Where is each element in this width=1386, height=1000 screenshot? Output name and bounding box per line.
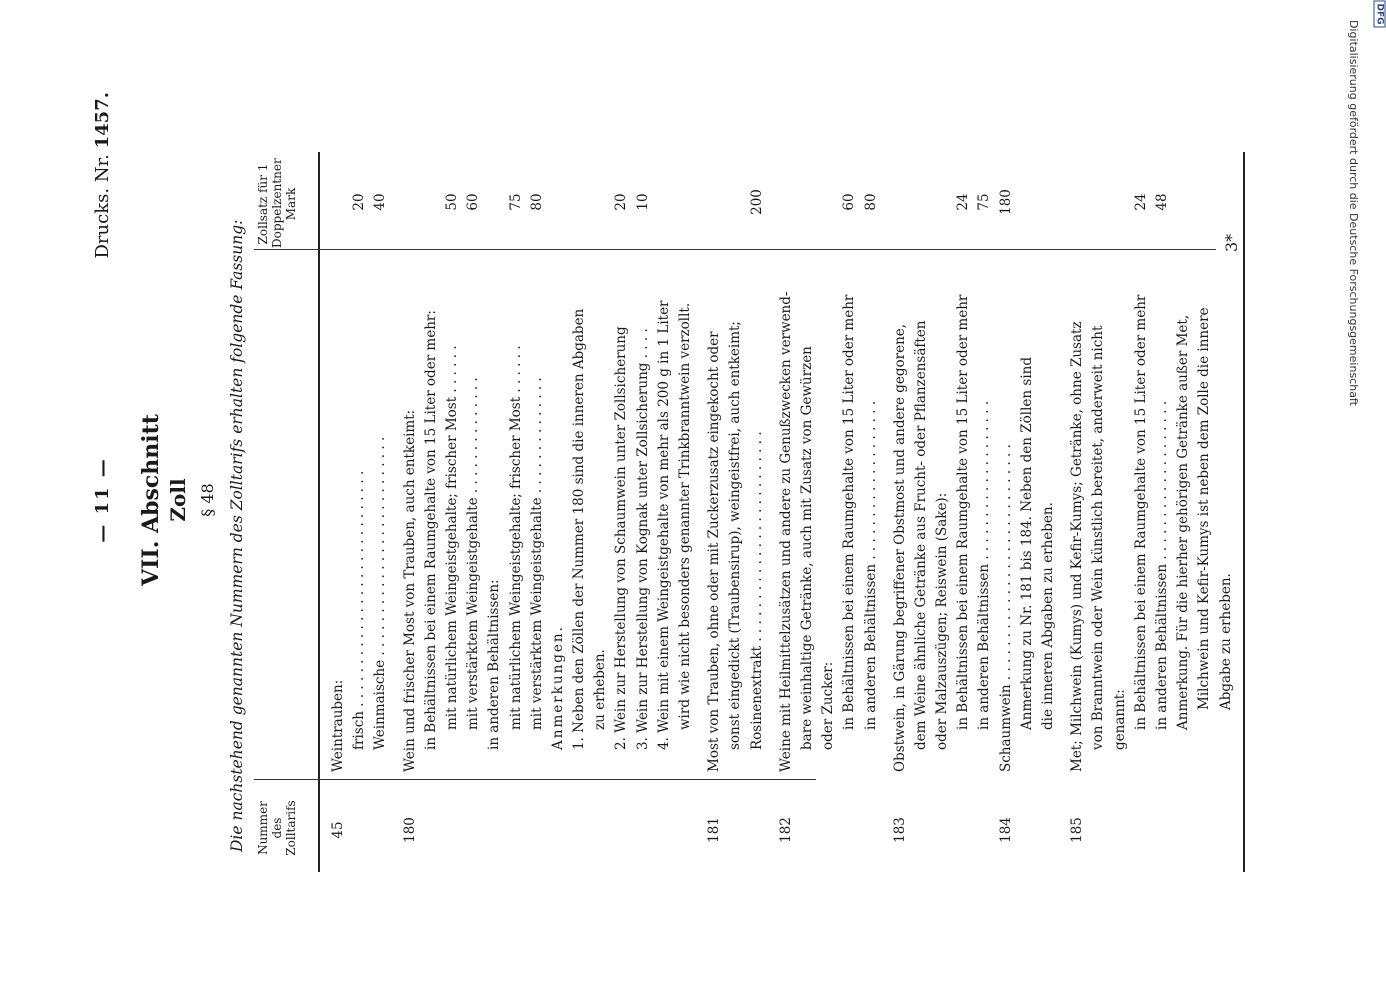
table-row	[1194, 152, 1215, 872]
tariff-description: dem Weine ähnliche Getränke aus Frucht- oder Pflanzensäften	[912, 320, 929, 750]
tariff-description: bare weinhaltige Getränke, auch mit Zusatz von Gewürzen	[798, 346, 815, 750]
tariff-description: 4. Wein mit einem Weingeistgehalte von mehr als 200 g in 1 Liter	[655, 300, 672, 750]
duty-rate: 80	[862, 193, 879, 211]
tariff-description: Milchwein und Kefir-Kumys ist neben dem Zolle die innere	[1196, 307, 1213, 710]
row-spacer	[1059, 152, 1067, 872]
table-row	[1110, 152, 1131, 872]
tariff-description: frisch . . . . . . . . . . . . . . . . . . . . . . . . . . . .	[351, 470, 368, 750]
tariff-description: die inneren Abgaben zu erheben.	[1040, 502, 1056, 730]
table-row	[633, 152, 654, 872]
tariff-description: in Behältnissen bei einem Raumgehalte von 15 Liter oder mehr	[1132, 294, 1149, 730]
tariff-description: Rosinenextrakt . . . . . . . . . . . . . . . . . . . . . . . . .	[748, 431, 765, 750]
duty-rate: 75	[507, 193, 524, 211]
tariff-description: in anderen Behältnissen . . . . . . . . . . . . . . . . . . .	[976, 400, 993, 730]
tariff-number: 181	[706, 817, 723, 843]
table-row	[506, 152, 527, 872]
row-spacer	[696, 152, 704, 872]
print-number	[92, 92, 113, 259]
table-row	[890, 152, 911, 872]
duty-rate: 75	[976, 193, 993, 211]
table-row	[370, 152, 391, 872]
table-row	[675, 152, 696, 872]
intro-text: Die nachstehend genannten Nummern des Zolltarifs erhalten folgende Fassung:	[228, 219, 246, 852]
tariff-description: wird wie nicht besonders genannter Trinkbranntwein verzollt.	[677, 302, 693, 730]
table-row	[747, 152, 768, 872]
duty-rate: 200	[748, 189, 765, 215]
tariff-description: in anderen Behältnissen . . . . . . . . . . . . . . . . . . .	[1153, 400, 1170, 730]
tariff-number: 184	[997, 817, 1014, 843]
digitization-text: Digitalisierung gefördert durch die Deutsche Forschungsgemeinschaft	[1347, 20, 1360, 406]
duty-rate: 50	[443, 193, 460, 211]
tariff-number: 183	[891, 817, 908, 843]
tariff-description: Wein und frischer Most von Trauben, auch entkeimt:	[401, 409, 418, 772]
duty-rate: 40	[372, 193, 389, 211]
row-spacer	[392, 152, 400, 872]
duty-rate: 10	[634, 193, 651, 211]
table-row	[911, 152, 932, 872]
tariff-description: Weintrauben:	[330, 679, 346, 772]
duty-rate: 180	[997, 189, 1014, 215]
tariff-description: in anderen Behältnissen:	[486, 579, 503, 750]
table-row	[1131, 152, 1152, 872]
table-row	[349, 152, 370, 872]
table-row	[797, 152, 818, 872]
tariff-description: Obstwein, in Gärung begriffener Obstmost und andere gegorene,	[891, 323, 908, 772]
table-row	[1152, 152, 1173, 872]
tariff-description: in Behältnissen bei einem Raumgehalte von 15 Liter oder mehr	[955, 294, 972, 730]
table-row	[400, 152, 421, 872]
tariff-description: in anderen Behältnissen . . . . . . . . . . . . . . . . . . .	[862, 400, 879, 730]
tariff-number: 182	[777, 817, 794, 843]
section-title: VII. Abschnitt	[138, 414, 164, 586]
table-row	[1173, 152, 1194, 872]
section-subtitle: Zoll	[166, 478, 190, 522]
duty-rate: 60	[465, 193, 482, 211]
table-row	[1038, 152, 1059, 872]
table-row	[1216, 152, 1237, 872]
duty-rate: 20	[613, 193, 630, 211]
tariff-description: 2. Wein zur Herstellung von Schaumwein unter Zollsicherung	[613, 326, 630, 750]
tariff-description: Abgabe zu erheben.	[1217, 573, 1234, 710]
tariff-description: 3. Wein zur Herstellung von Kognak unter Zollsicherung . . . .	[634, 328, 651, 750]
table-row	[654, 152, 675, 872]
tariff-description: in Behältnissen bei einem Raumgehalte von 15 Liter oder mehr:	[422, 310, 439, 750]
table-row	[611, 152, 632, 872]
tariff-description: Weine mit Heilmittelzusätzen und andere zu Genußzwecken verwend-	[777, 291, 794, 772]
duty-rate: 48	[1153, 193, 1170, 211]
table-row	[776, 152, 797, 872]
tariff-description: Anmerkungen.	[549, 625, 566, 750]
tariff-description: oder Zucker:	[820, 661, 837, 750]
page-number: — 11 —	[92, 457, 113, 543]
section-paragraph: § 48	[198, 483, 217, 517]
tariff-description: Anmerkung. Für die hierher gehörigen Getränke außer Met,	[1175, 314, 1192, 730]
dfg-logo: DFG	[1374, 0, 1386, 27]
digitization-note	[1340, 20, 1360, 920]
duty-rate: 20	[351, 193, 368, 211]
column-header-rate: Zollsatz für 1 Doppelzentner Mark	[256, 158, 298, 248]
table-row	[974, 152, 995, 872]
table-row	[1017, 152, 1038, 872]
tariff-table	[254, 152, 1234, 872]
page-header	[92, 0, 122, 1000]
row-spacer	[768, 152, 776, 872]
table-body	[328, 152, 1237, 872]
tariff-description: Schaumwein . . . . . . . . . . . . . . . . . . . . . . . . . . . .	[997, 444, 1014, 772]
druck-label: Drucks. Nr.	[92, 154, 113, 259]
table-bottom-rule	[1243, 152, 1245, 872]
tariff-number: 180	[401, 817, 418, 843]
table-row	[932, 152, 953, 872]
tariff-description: genannt:	[1111, 689, 1128, 750]
tariff-description: zu erheben.	[592, 649, 609, 730]
table-row	[996, 152, 1017, 872]
table-row	[569, 152, 590, 872]
tariff-description: Most von Trauben, ohne oder mit Zuckerzusatz eingekocht oder	[706, 331, 723, 772]
tariff-description: mit verstärktem Weingeistgehalte . . . . . . . . . . . . . .	[465, 377, 482, 730]
table-row	[1088, 152, 1109, 872]
duty-rate: 24	[955, 193, 972, 211]
tariff-description: Anmerkung zu Nr. 181 bis 184. Neben den Zöllen sind	[1018, 357, 1035, 730]
tariff-description: Met; Milchwein (Kumys) und Kefir-Kumys; Getränke, ohne Zusatz	[1069, 321, 1086, 772]
tariff-number: 185	[1069, 817, 1086, 843]
table-row	[328, 152, 349, 872]
duty-rate: 60	[841, 193, 858, 211]
tariff-description: mit natürlichem Weingeistgehalte; frischer Most . . . . . .	[443, 345, 460, 730]
tariff-description: mit verstärktem Weingeistgehalte . . . . . . . . . . . . . .	[528, 377, 545, 730]
table-row	[704, 152, 725, 872]
table-row	[463, 152, 484, 872]
table-row	[421, 152, 442, 872]
table-row	[484, 152, 505, 872]
table-row	[861, 152, 882, 872]
column-header-number: Nummer des Zolltarifs	[256, 800, 298, 856]
table-row	[548, 152, 569, 872]
tariff-description: oder Malzauszügen; Reiswein (Sake):	[934, 492, 951, 750]
tariff-description: sonst eingedickt (Traubensirup), weingeistfrei, auch entkeimt;	[727, 321, 744, 750]
druck-number: 1457.	[92, 92, 113, 149]
table-row	[839, 152, 860, 872]
duty-rate: 80	[528, 193, 545, 211]
table-row	[527, 152, 548, 872]
tariff-description: von Branntwein oder Wein künstlich bereitet, anderweit nicht	[1090, 325, 1107, 750]
tariff-description: in Behältnissen bei einem Raumgehalte von 15 Liter oder mehr	[841, 294, 858, 730]
table-row	[442, 152, 463, 872]
table-row	[818, 152, 839, 872]
tariff-description: mit natürlichem Weingeistgehalte; frischer Most . . . . . .	[507, 345, 524, 730]
table-row	[590, 152, 611, 872]
table-row	[725, 152, 746, 872]
footer-signature-mark: 3*	[1222, 233, 1241, 252]
table-row	[1067, 152, 1088, 872]
table-header	[254, 152, 320, 872]
tariff-number: 45	[330, 821, 346, 839]
table-row	[953, 152, 974, 872]
tariff-description: 1. Neben den Zöllen der Nummer 180 sind die inneren Abgaben	[571, 308, 588, 750]
tariff-description: Weinmaische . . . . . . . . . . . . . . . . . . . . . . . . . .	[372, 436, 389, 750]
row-spacer	[882, 152, 890, 872]
duty-rate: 24	[1132, 193, 1149, 211]
